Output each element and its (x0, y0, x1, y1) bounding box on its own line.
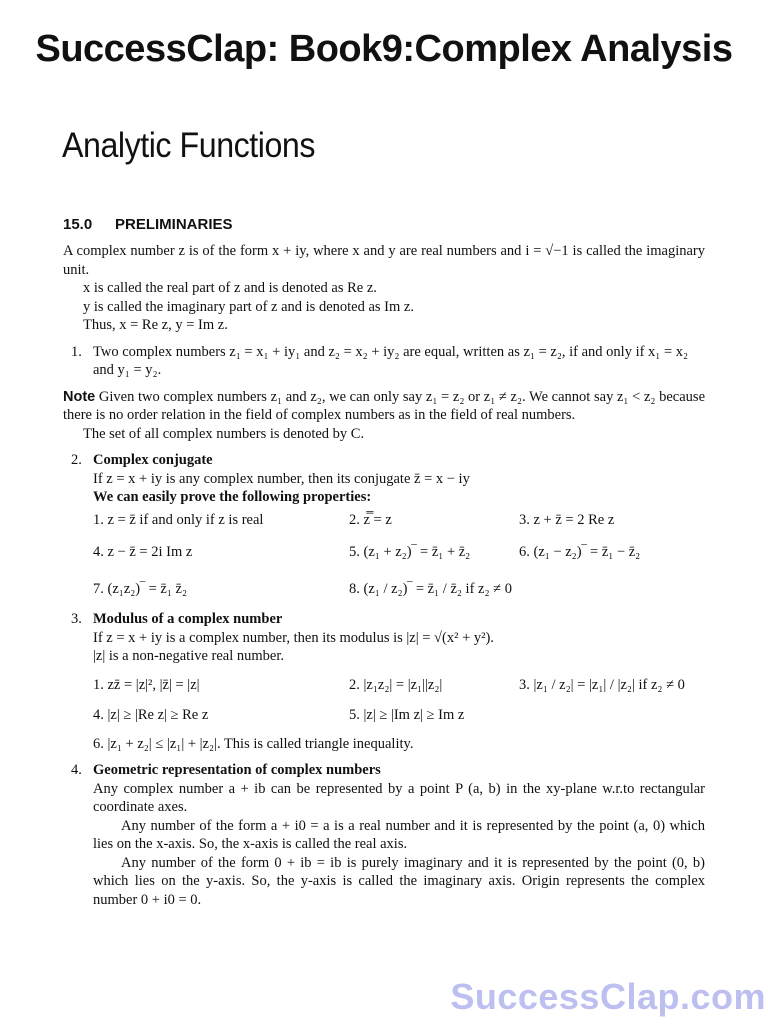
modulus-title: Modulus of a complex number (93, 611, 283, 627)
real-part-line: x is called the real part of z and is denoted as Re z. (83, 280, 377, 296)
modulus-definition: If z = x + iy is a complex number, then its modulus is |z| = √(x² + y²). (93, 629, 494, 646)
geometric-title: Geometric representation of complex numbers (93, 762, 381, 778)
list-item-modulus (63, 610, 705, 753)
modulus-nonnegative: |z| is a non-negative real number. (93, 648, 285, 664)
triangle-inequality: 6. |z₁ + z₂| ≤ |z₁| + |z₂|. This is called triangle inequality. (93, 735, 414, 752)
page-content (63, 242, 705, 909)
property-item: 6. (z₁ − z₂)‾ = z̄₁ − z̄₂ (519, 544, 641, 560)
equality-text: Two complex numbers z₁ = x₁ + iy₁ and z₂ = x₂ + iy₂ are equal, written as z₁ = z₂, if and only if x₁ = x₂ and y₁ = y₂. (93, 343, 689, 378)
property-item: 2. z̿ = z (349, 511, 392, 528)
imag-part-line: y is called the imaginary part of z and is denoted as Im z. (83, 298, 414, 315)
note-label: Note (63, 388, 96, 405)
property-item: 3. |z₁ / z₂| = |z₁| / |z₂| if z₂ ≠ 0 (519, 676, 685, 693)
modulus-properties (93, 666, 705, 729)
geometric-p2: Any number of the form a + i0 = a is a real number and it is represented by the point (a, 0) which lies on the x-axis. So, the x-axis is called the real axis. (93, 817, 705, 852)
chapter-title: Analytic Functions (62, 126, 316, 165)
geometric-p1: Any complex number a + ib can be represented by a point P (a, b) in the xy-plane w.r.to rectangular coordinate axes. (93, 780, 705, 815)
item-number: 1. (71, 343, 82, 360)
property-item: 1. zz̄ = |z|², |z̄| = |z| (93, 676, 200, 693)
list-item-conjugate (63, 451, 705, 602)
item-number: 4. (71, 762, 82, 778)
item-number: 3. (71, 611, 82, 627)
thus-line: Thus, x = Re z, y = Im z. (83, 317, 228, 333)
intro-paragraph: A complex number z is of the form x + iy, where x and y are real numbers and i = √−1 is called the imaginary unit. (63, 243, 705, 278)
property-item: 5. (z₁ + z₂)‾ = z̄₁ + z̄₂ (349, 544, 471, 560)
property-item: 4. |z| ≥ |Re z| ≥ Re z (93, 707, 209, 723)
property-item: 5. |z| ≥ |Im z| ≥ Im z (349, 707, 465, 723)
list-item-equality (63, 343, 705, 380)
property-item (519, 698, 705, 729)
set-of-complex-line: The set of all complex numbers is denoted by C. (83, 425, 365, 442)
geometric-p3: Any number of the form 0 + ib = ib is purely imaginary and it is represented by the point (0, b) which lies on the y-axis. So, the y-axis is called the imaginary axis. Origin represents the complex number 0 + i0 = 0. (93, 854, 705, 908)
book-banner: SuccessClap: Book9:Complex Analysis (35, 28, 733, 70)
section-heading (63, 216, 233, 233)
note-text: Given two complex numbers z₁ and z₂, we can only say z₁ = z₂ or z₁ ≠ z₂. We cannot say z₁ < z₂ because there is no order relation in the field of complex numbers as in the field of real numbers. (63, 388, 706, 423)
item-number: 2. (71, 452, 82, 468)
conjugate-definition: If z = x + iy is any complex number, then its conjugate z̄ = x − iy (93, 470, 470, 487)
property-item: 7. (z₁z₂)‾ = z̄₁ z̄₂ (93, 580, 188, 597)
footer-watermark: SuccessClap.com (450, 976, 766, 1017)
conjugate-properties (93, 507, 705, 603)
property-item: 2. |z₁z₂| = |z₁||z₂| (349, 676, 443, 693)
property-item (519, 566, 705, 603)
list-item-geometric (63, 761, 705, 909)
conjugate-title: Complex conjugate (93, 452, 213, 468)
note-paragraph (63, 388, 705, 425)
property-item: 3. z + z̄ = 2 Re z (519, 511, 615, 528)
property-item: 1. z = z̄ if and only if z is real (93, 511, 264, 528)
section-title: PRELIMINARIES (115, 216, 233, 233)
conjugate-subtitle: We can easily prove the following properties: (93, 489, 372, 505)
property-item: 4. z − z̄ = 2i Im z (93, 544, 193, 560)
property-item: 8. (z₁ / z₂)‾ = z̄₁ / z̄₂ if z₂ ≠ 0 (349, 580, 512, 597)
section-number: 15.0 (63, 216, 93, 233)
